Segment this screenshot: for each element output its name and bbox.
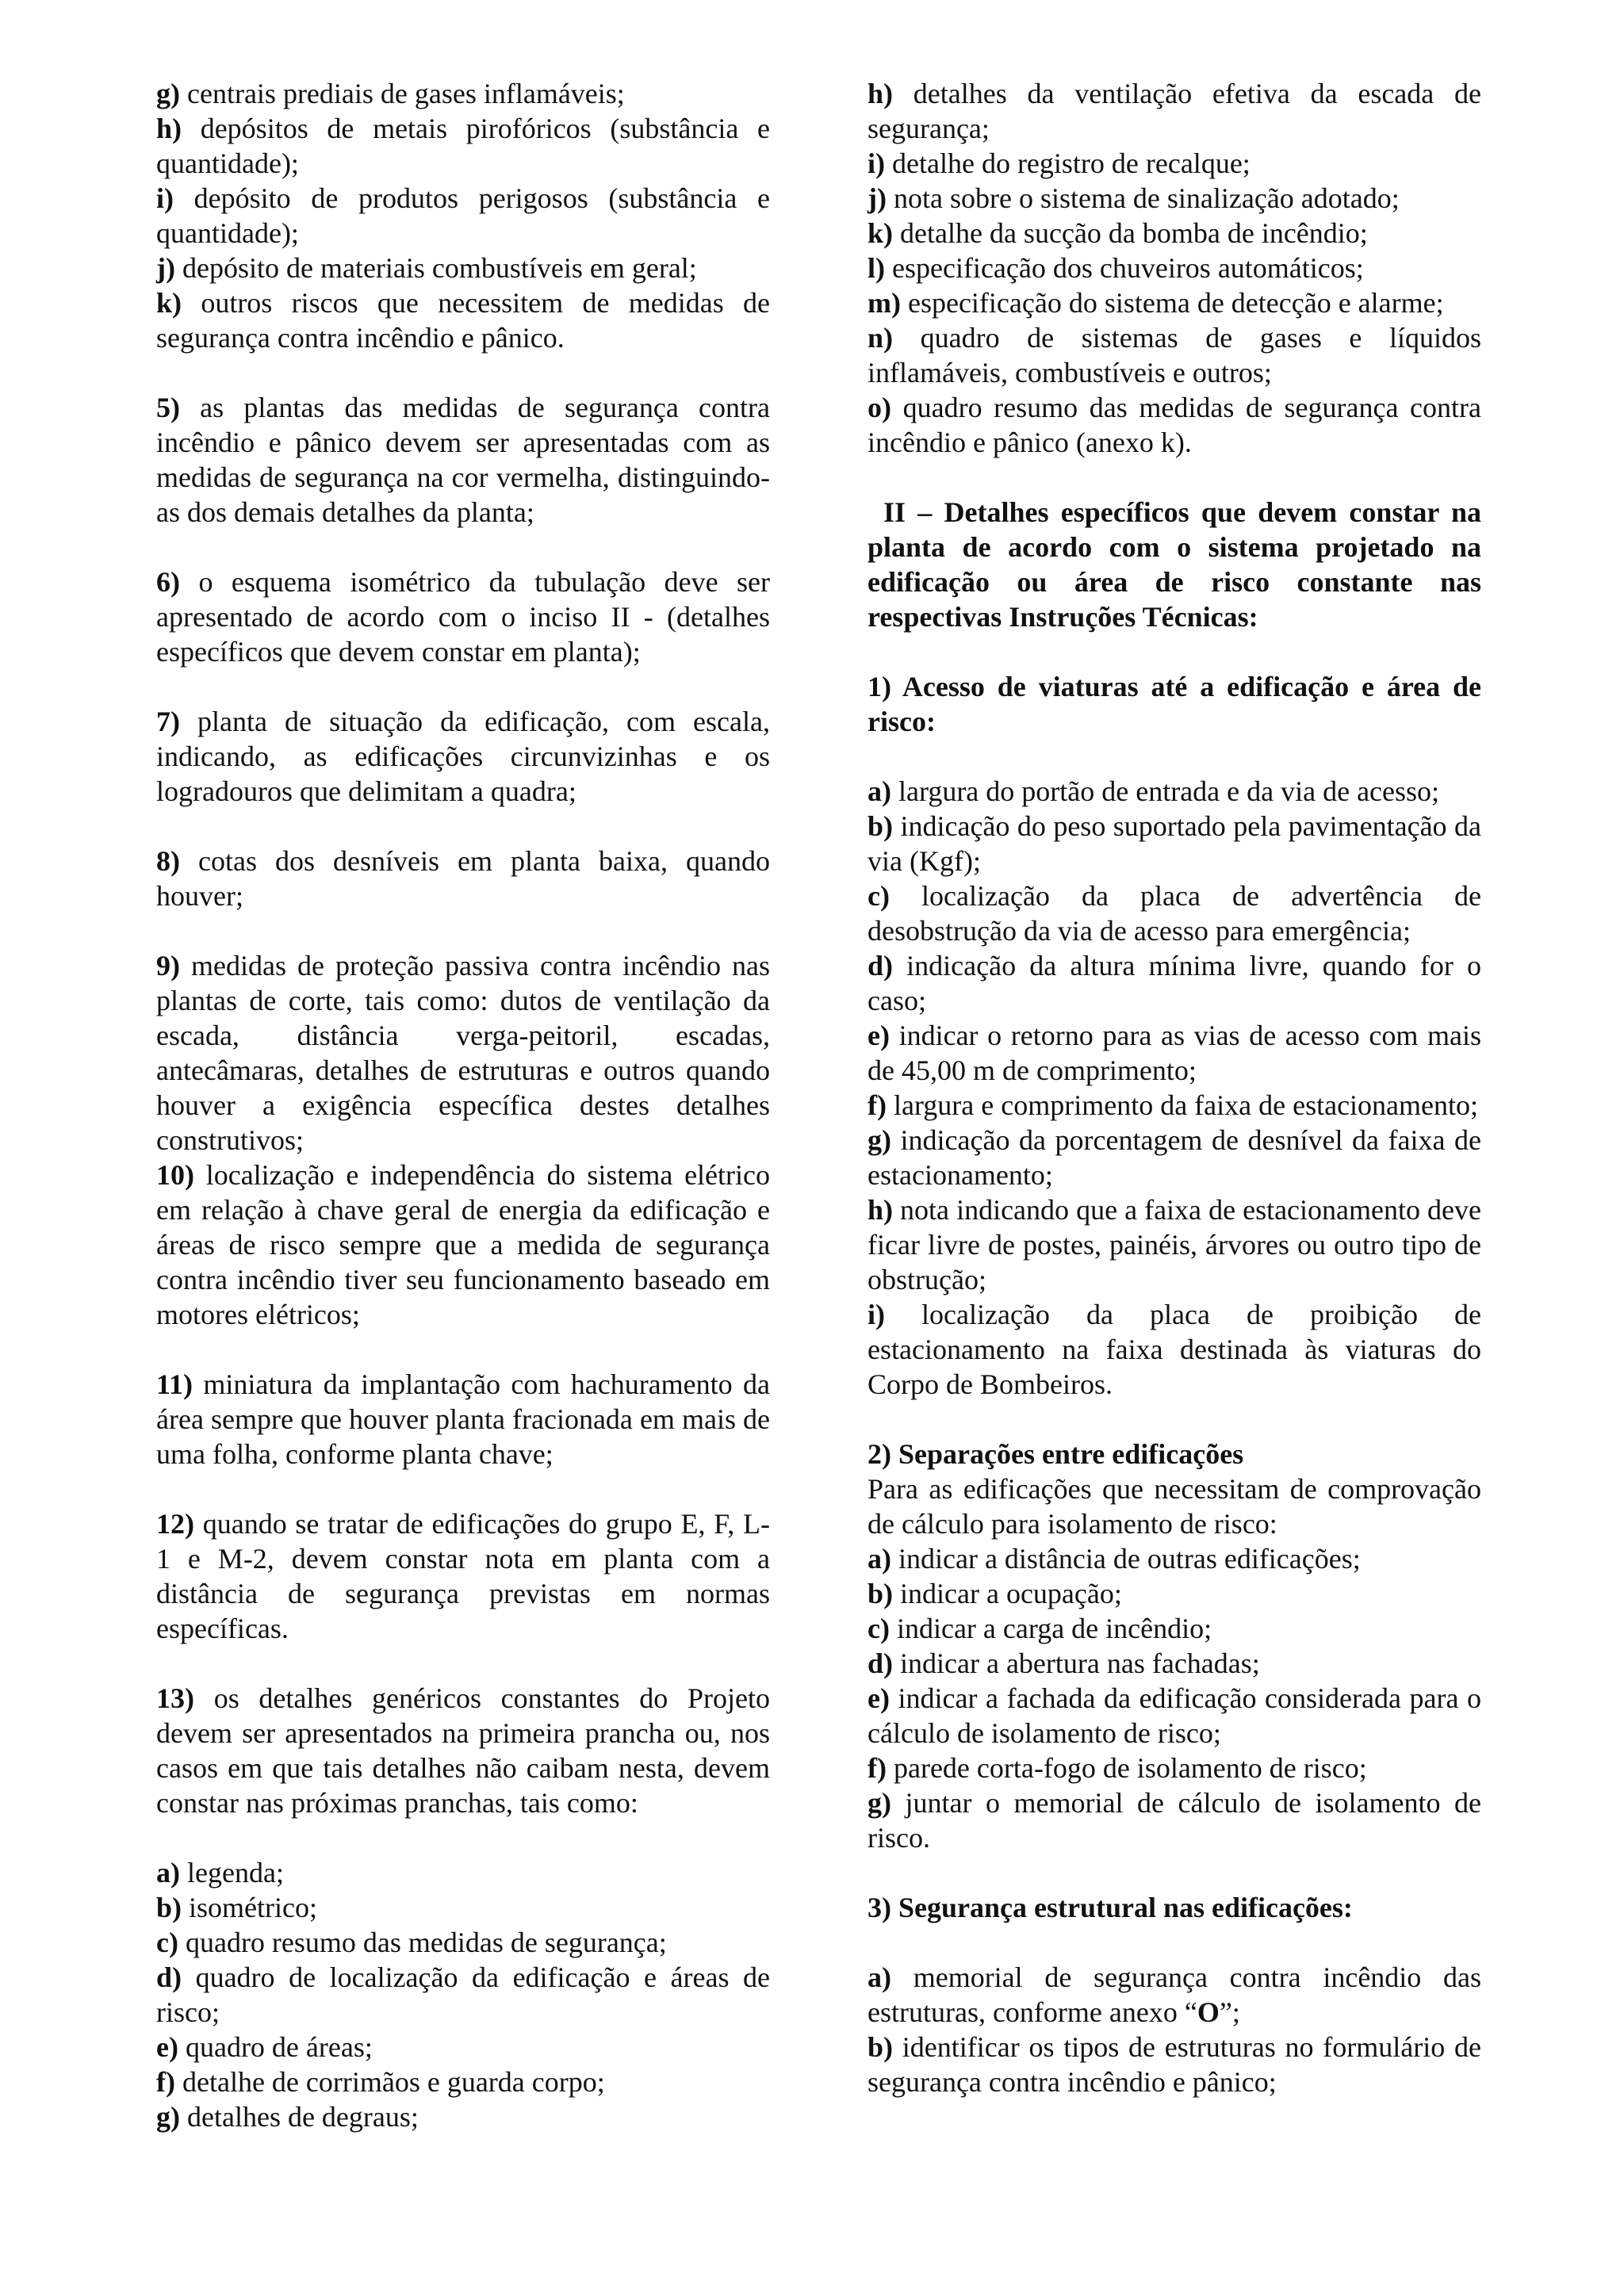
list-item: [156, 1855, 770, 1890]
item-tail-text: ”;: [1219, 1996, 1240, 2028]
list-item: [868, 1751, 1481, 1785]
list-item: [868, 146, 1481, 181]
list-item: [868, 1646, 1481, 1681]
list-item: [868, 1785, 1481, 1855]
list-item: [868, 1471, 1481, 1541]
section-heading: 3) Segurança estrutural nas edificações:: [868, 1892, 1353, 1923]
list-item: [156, 1367, 770, 1471]
item-text: detalhe de corrimãos e guarda corpo;: [174, 2066, 605, 2098]
item-label: i): [156, 182, 174, 214]
item-text: o esquema isométrico da tubulação deve ser apresentado de acordo com o inciso II - (detalhes específicos que devem constar em planta);: [156, 566, 770, 668]
paragraph-spacer: [156, 913, 770, 948]
item-text: localização da placa de advertência de desobstrução da via de acesso para emergência;: [868, 880, 1481, 947]
item-label: 13): [156, 1682, 194, 1714]
item-text: outros riscos que necessitem de medidas de segurança contra incêndio e pânico.: [156, 287, 770, 354]
list-item: [868, 809, 1481, 878]
paragraph-spacer: [868, 634, 1481, 669]
paragraph-spacer: [868, 460, 1481, 495]
item-label: k): [156, 287, 182, 319]
item-label: a): [868, 1961, 891, 1993]
item-text: nota indicando que a faixa de estacionamento deve ficar livre de postes, painéis, árvores ou outro tipo de obstrução;: [868, 1194, 1481, 1295]
list-item: [156, 1960, 770, 2030]
list-item: [868, 1960, 1481, 2030]
item-label: 12): [156, 1508, 194, 1540]
item-text: largura do portão de entrada e da via de acesso;: [891, 775, 1440, 807]
item-label: 7): [156, 706, 180, 737]
list-item: [868, 390, 1481, 460]
item-text: indicar a distância de outras edificações;: [891, 1543, 1361, 1575]
list-item: [156, 844, 770, 913]
item-label: b): [868, 1578, 894, 1609]
item-text: indicar a abertura nas fachadas;: [893, 1647, 1260, 1679]
item-text: legenda;: [180, 1857, 284, 1888]
paragraph-spacer: [868, 739, 1481, 774]
item-text: juntar o memorial de cálculo de isolamento de risco.: [868, 1787, 1481, 1854]
item-text: localização e independência do sistema elétrico em relação à chave geral de energia da edificação e áreas de risco sempre que a medida de segurança contra incêndio tiver seu funcionamento baseado em motores elétricos;: [156, 1159, 770, 1330]
item-label: b): [156, 1892, 182, 1923]
item-text: identificar os tipos de estruturas no formulário de segurança contra incêndio e pânico;: [868, 2031, 1481, 2098]
section-heading: 2) Separações entre edificações: [868, 1438, 1244, 1470]
list-item: [156, 1925, 770, 1960]
item-label: 8): [156, 845, 180, 877]
item-text: depósito de produtos perigosos (substância e quantidade);: [156, 182, 770, 249]
paragraph-spacer: [156, 1332, 770, 1367]
item-text: indicação da porcentagem de desnível da faixa de estacionamento;: [868, 1124, 1481, 1191]
list-item: [868, 1088, 1481, 1123]
item-text: detalhes de degraus;: [180, 2101, 419, 2133]
item-text: especificação dos chuveiros automáticos;: [885, 252, 1364, 284]
paragraph-spacer: [156, 1820, 770, 1855]
paragraph-spacer: [868, 1855, 1481, 1890]
list-item: [868, 1123, 1481, 1192]
item-text: indicação do peso suportado pela pavimentação da via (Kgf);: [868, 810, 1481, 877]
item-label: 11): [156, 1368, 193, 1400]
item-text: parede corta-fogo de isolamento de risco;: [886, 1752, 1367, 1784]
item-text: indicação da altura mínima livre, quando for o caso;: [868, 950, 1481, 1016]
left-column: [156, 76, 770, 2134]
item-label: d): [156, 1961, 182, 1993]
section-heading: 1) Acesso de viaturas até a edificação e área de risco:: [868, 671, 1481, 737]
item-text: Para as edificações que necessitam de comprovação de cálculo para isolamento de risco:: [868, 1473, 1481, 1540]
item-label: e): [868, 1020, 890, 1051]
list-item: [868, 2030, 1481, 2099]
item-label: g): [156, 78, 180, 109]
item-text: depósitos de metais pirofóricos (substância e quantidade);: [156, 113, 770, 179]
item-label: h): [868, 1194, 894, 1226]
item-text: localização da placa de proibição de estacionamento na faixa destinada às viaturas do Corpo de Bombeiros.: [868, 1299, 1481, 1400]
paragraph-spacer: [156, 809, 770, 844]
item-label: h): [868, 78, 894, 109]
item-label: e): [868, 1682, 890, 1714]
item-label: i): [868, 1299, 885, 1330]
list-item: [156, 390, 770, 530]
list-item: [868, 251, 1481, 285]
item-label: l): [868, 252, 885, 284]
list-item: [156, 564, 770, 669]
item-label: m): [868, 287, 901, 319]
item-text: quadro de áreas;: [178, 2031, 373, 2063]
item-text: detalhe da sucção da bomba de incêndio;: [893, 217, 1368, 249]
item-label: g): [868, 1124, 891, 1156]
list-item: [868, 76, 1481, 146]
item-text: nota sobre o sistema de sinalização adotado;: [886, 182, 1400, 214]
item-text: isométrico;: [182, 1892, 317, 1923]
list-item: [156, 1681, 770, 1820]
item-label: 6): [156, 566, 180, 598]
item-label: h): [156, 113, 182, 144]
item-label: f): [868, 1089, 887, 1121]
item-label: j): [156, 252, 175, 284]
item-label: b): [868, 2031, 894, 2063]
list-item: [868, 216, 1481, 251]
list-item: [868, 948, 1481, 1018]
item-text: as plantas das medidas de segurança contra incêndio e pânico devem ser apresentadas com as medidas de segurança na cor vermelha, distinguindo-as dos demais detalhes da planta;: [156, 392, 770, 528]
list-item: [156, 251, 770, 285]
item-label: a): [868, 1543, 891, 1575]
list-item: [156, 948, 770, 1158]
list-item: [868, 1297, 1481, 1402]
item-text: cotas dos desníveis em planta baixa, quando houver;: [156, 845, 770, 912]
item-text: indicar a carga de incêndio;: [889, 1613, 1212, 1644]
item-text: indicar a ocupação;: [893, 1578, 1122, 1609]
item-label: c): [868, 880, 890, 912]
right-column: [868, 76, 1481, 2099]
item-text: miniatura da implantação com hachuramento da área sempre que houver planta fracionada em mais de uma folha, conforme planta chave;: [156, 1368, 770, 1470]
item-text: indicar o retorno para as vias de acesso com mais de 45,00 m de comprimento;: [868, 1020, 1481, 1086]
section-heading: II – Detalhes específicos que devem constar na planta de acordo com o sistema projetado na edificação ou área de risco constante nas respectivas Instruções Técnicas:: [868, 496, 1481, 633]
item-label: j): [868, 182, 887, 214]
list-item: [868, 878, 1481, 948]
item-text: indicar a fachada da edificação considerada para o cálculo de isolamento de risco;: [868, 1682, 1481, 1749]
item-label: o): [868, 392, 891, 423]
list-item: [156, 76, 770, 111]
item-label: f): [868, 1752, 887, 1784]
item-text: planta de situação da edificação, com escala, indicando, as edificações circunvizinhas e os logradouros que delimitam a quadra;: [156, 706, 770, 807]
list-item: [868, 1192, 1481, 1297]
item-label: n): [868, 322, 894, 354]
list-item: [156, 285, 770, 355]
list-item: [868, 320, 1481, 390]
list-item: [156, 1158, 770, 1332]
paragraph-spacer: [156, 355, 770, 390]
list-item: [868, 1018, 1481, 1088]
paragraph-spacer: [156, 669, 770, 704]
list-item: [868, 1541, 1481, 1576]
item-label: d): [868, 1647, 894, 1679]
item-text: depósito de materiais combustíveis em geral;: [174, 252, 697, 284]
list-item: [868, 774, 1481, 809]
list-item: [868, 1681, 1481, 1751]
list-item: [156, 2099, 770, 2134]
item-text: quadro de sistemas de gases e líquidos inflamáveis, combustíveis e outros;: [868, 322, 1481, 388]
item-text: medidas de proteção passiva contra incêndio nas plantas de corte, tais como: dutos de ventilação da escada, distância verga-peitoril, escadas, antecâmaras, detalhes de estruturas e outros quando houver a exigência específica destes detalhes construtivos;: [156, 950, 770, 1156]
list-item: [868, 1576, 1481, 1611]
paragraph-spacer: [156, 1471, 770, 1506]
item-text: quando se tratar de edificações do grupo E, F, L-1 e M-2, devem constar nota em planta com a distância de segurança previstas em normas específicas.: [156, 1508, 770, 1644]
list-item: [156, 704, 770, 809]
item-label: e): [156, 2031, 178, 2063]
item-label: f): [156, 2066, 175, 2098]
list-item: [156, 111, 770, 181]
item-label: b): [868, 810, 894, 842]
item-text: centrais prediais de gases inflamáveis;: [180, 78, 625, 109]
list-item: [156, 1506, 770, 1646]
item-label: a): [156, 1857, 180, 1888]
item-text: quadro resumo das medidas de segurança contra incêndio e pânico (anexo k).: [868, 392, 1481, 458]
list-item: [868, 285, 1481, 320]
list-item: [868, 181, 1481, 216]
paragraph-spacer: [156, 530, 770, 564]
list-item: [156, 181, 770, 251]
item-text: quadro de localização da edificação e áreas de risco;: [156, 1961, 770, 2028]
list-item: [156, 2064, 770, 2099]
item-label: a): [868, 775, 891, 807]
item-label: 10): [156, 1159, 194, 1191]
item-label: g): [156, 2101, 180, 2133]
item-label: c): [868, 1613, 890, 1644]
list-item: [868, 1611, 1481, 1646]
paragraph-spacer: [156, 1646, 770, 1681]
list-item: [156, 1890, 770, 1925]
item-label: 9): [156, 950, 180, 982]
item-text: especificação do sistema de detecção e alarme;: [900, 287, 1444, 319]
item-label: k): [868, 217, 894, 249]
item-text: detalhe do registro de recalque;: [885, 147, 1251, 179]
item-text: quadro resumo das medidas de segurança;: [178, 1927, 667, 1958]
item-text: detalhes da ventilação efetiva da escada de segurança;: [868, 78, 1481, 144]
paragraph-spacer: [868, 1402, 1481, 1437]
item-label: i): [868, 147, 885, 179]
item-text: os detalhes genéricos constantes do Projeto devem ser apresentados na primeira prancha ou, nos casos em que tais detalhes não caibam nesta, devem constar nas próximas pranchas, tais como:: [156, 1682, 770, 1819]
item-label: d): [868, 950, 894, 982]
item-bold-text: O: [1197, 1996, 1220, 2028]
list-item: [156, 2030, 770, 2064]
paragraph-spacer: [868, 1925, 1481, 1960]
item-text: largura e comprimento da faixa de estacionamento;: [886, 1089, 1479, 1121]
item-label: 5): [156, 392, 180, 423]
item-label: g): [868, 1787, 891, 1819]
item-text: memorial de segurança contra incêndio das estruturas, conforme anexo “: [868, 1961, 1481, 2028]
item-label: c): [156, 1927, 178, 1958]
